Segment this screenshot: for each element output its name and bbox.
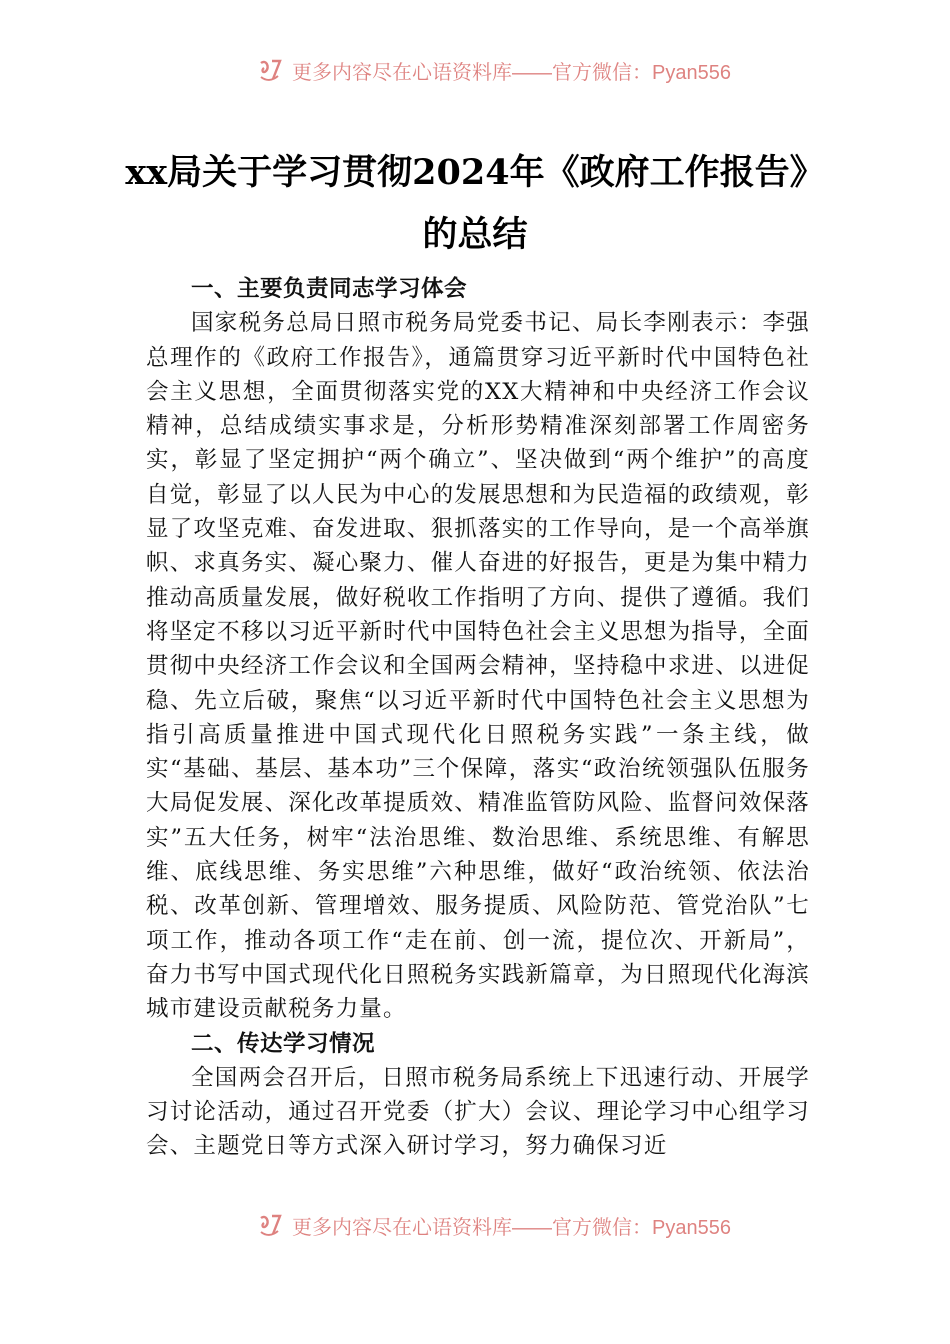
section-paragraph-2: 全国两会召开后，日照市税务局系统上下迅速行动、开展学习讨论活动，通过召开党委（扩大）会议、理论学习中心组学习会、主题党日等方式深入研讨学习，努力确保习近 <box>146 1064 810 1160</box>
watermark-banner-bottom <box>258 1210 738 1240</box>
document-title: xx局关于学习贯彻2024年《政府工作报告》的总结 <box>125 152 825 255</box>
section-paragraph-1: 国家税务总局日照市税务局党委书记、局长李刚表示：李强总理作的《政府工作报告》，通篇贯穿习近平新时代中国特色社会主义思想，全面贯彻落实党的XX大精神和中央经济工作会议精神，总结成绩实事求是，分析形势精准深刻部署工作周密务实，彰显了坚定拥护“两个确立”、坚决做到“两个维护”的高度自觉，彰显了以人民为中心的发展思想和为民造福的政绩观，彰显了攻坚克难、奋发进取、狠抓落实的工作导向，是一个高举旗帜、求真务实、凝心聚力、催人奋进的好报告，更是为集中精力推动高质量发展，做好税收工作指明了方向、提供了遵循。我们将坚定不移以习近平新时代中国特色社会主义思想为指导，全面贯彻中央经济工作会议和全国两会精神，坚持稳中求进、以进促稳、先立后破，聚焦“以习近平新时代中国特色社会主义思想为指引高质量推进中国式现代化日照税务实践”一条主线，做实“基础、基层、基本功”三个保障，落实“政治统领强队伍服务大局促发展、深化改革提质效、精准监管防风险、监督问效保落实”五大任务，树牢“法治思维、数治思维、系统思维、有解思维、底线思维、务实思维”六种思维，做好“政治统领、依法治税、改革创新、管理增效、服务提质、风险防范、管党治队”七项工作，推动各项工作“走在前、创一流，提位次、开新局”，奋力书写中国式现代化日照税务实践新篇章，为日照现代化海滨城市建设贡献税务力量。 <box>146 310 810 1023</box>
document-body <box>146 272 810 1164</box>
section-heading-2: 二、传达学习情况 <box>191 1030 376 1057</box>
section-heading-1: 一、主要负责同志学习体会 <box>191 276 468 302</box>
watermark-banner-top <box>258 55 738 85</box>
watermark-text-top: 更多内容尽在心语资料库——官方微信：Pyan556 <box>292 61 731 84</box>
watermark-logo-icon <box>258 1212 284 1238</box>
watermark-logo-icon <box>258 57 284 83</box>
watermark-text-bottom: 更多内容尽在心语资料库——官方微信：Pyan556 <box>292 1216 731 1239</box>
